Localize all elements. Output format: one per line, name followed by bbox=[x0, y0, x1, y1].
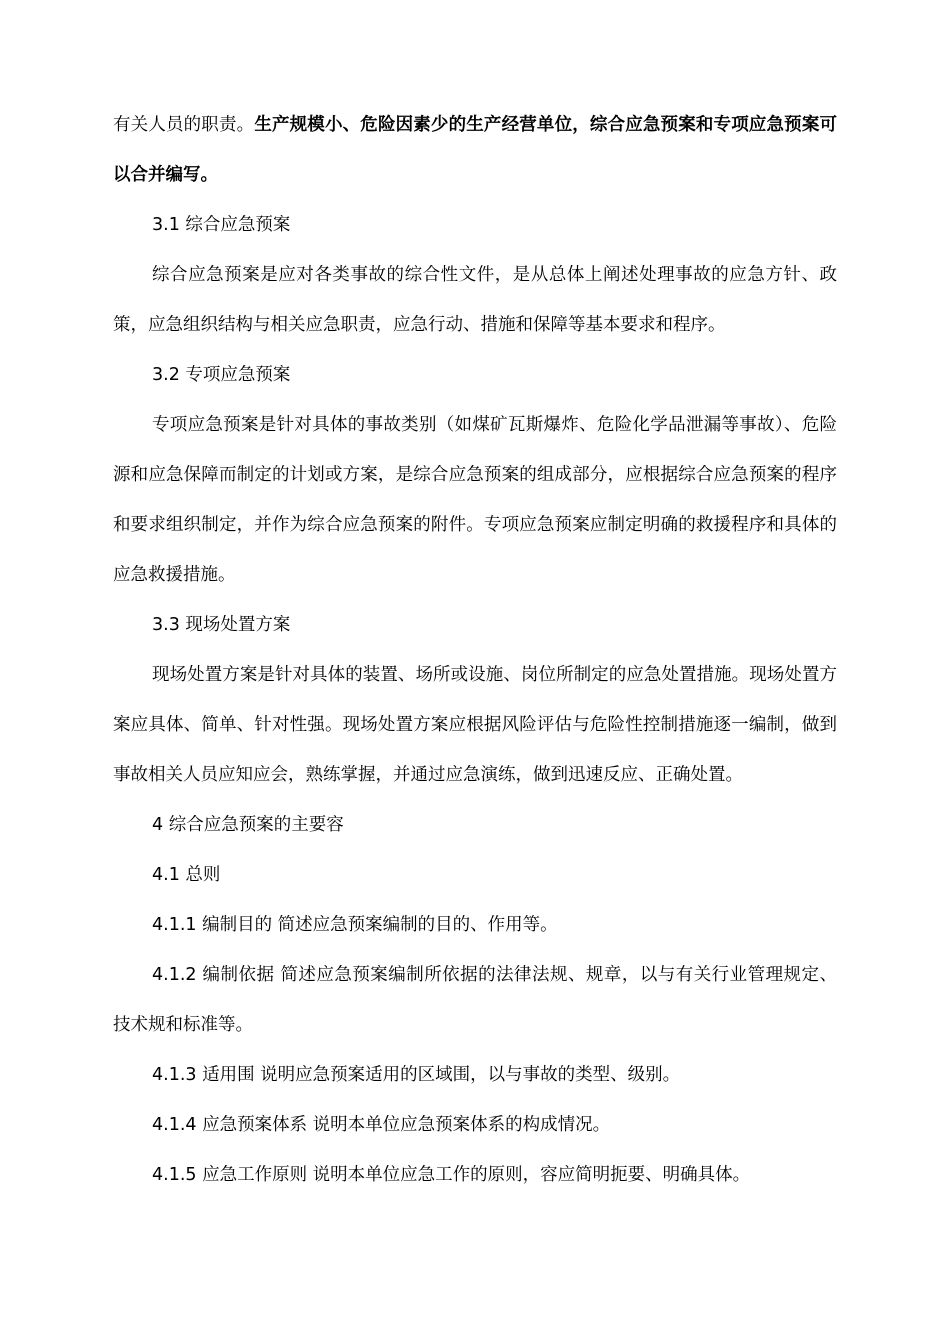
paragraph-4-1-1: 4.1.1 编制目的 简述应急预案编制的目的、作用等。 bbox=[152, 915, 558, 935]
heading-3-1: 3.1 综合应急预案 bbox=[152, 215, 291, 235]
paragraph-3-3: 现场处置方案是针对具体的装置、场所或设施、岗位所制定的应急处置措施。现场处置方案应具体、简单、针对性强。现场处置方案应根据风险评估与危险性控制措施逐一编制，做到事故相关人员应知应会，熟练掌握，并通过应急演练，做到迅速反应、正确处置。 bbox=[113, 665, 837, 785]
document-page bbox=[113, 100, 837, 1200]
heading-4-1: 4.1 总则 bbox=[152, 865, 221, 885]
paragraph-3-1: 综合应急预案是应对各类事故的综合性文件，是从总体上阐述处理事故的应急方针、政策，应急组织结构与相关应急职责，应急行动、措施和保障等基本要求和程序。 bbox=[113, 265, 837, 335]
duties-text: 有关人员的职责。 bbox=[113, 115, 255, 135]
paragraph-4-1-5: 4.1.5 应急工作原则 说明本单位应急工作的原则，容应简明扼要、明确具体。 bbox=[152, 1165, 751, 1185]
merge-note-bold: 生产规模小、危险因素少的生产经营单位，综合应急预案和专项应急预案可以合并编写。 bbox=[113, 115, 838, 185]
paragraph-4-1-4: 4.1.4 应急预案体系 说明本单位应急预案体系的构成情况。 bbox=[152, 1115, 611, 1135]
paragraph-4-1-3: 4.1.3 适用围 说明应急预案适用的区域围，以与事故的类型、级别。 bbox=[152, 1065, 681, 1085]
heading-3-2: 3.2 专项应急预案 bbox=[152, 365, 291, 385]
heading-4: 4 综合应急预案的主要容 bbox=[152, 815, 344, 835]
paragraph-3-2: 专项应急预案是针对具体的事故类别（如煤矿瓦斯爆炸、危险化学品泄漏等事故）、危险源和应急保障而制定的计划或方案，是综合应急预案的组成部分，应根据综合应急预案的程序和要求组织制定，并作为综合应急预案的附件。专项应急预案应制定明确的救援程序和具体的应急救援措施。 bbox=[113, 415, 837, 585]
paragraph-duties bbox=[113, 100, 837, 200]
heading-3-3: 3.3 现场处置方案 bbox=[152, 615, 291, 635]
paragraph-4-1-2: 4.1.2 编制依据 简述应急预案编制所依据的法律法规、规章，以与有关行业管理规定、技术规和标准等。 bbox=[113, 965, 837, 1035]
